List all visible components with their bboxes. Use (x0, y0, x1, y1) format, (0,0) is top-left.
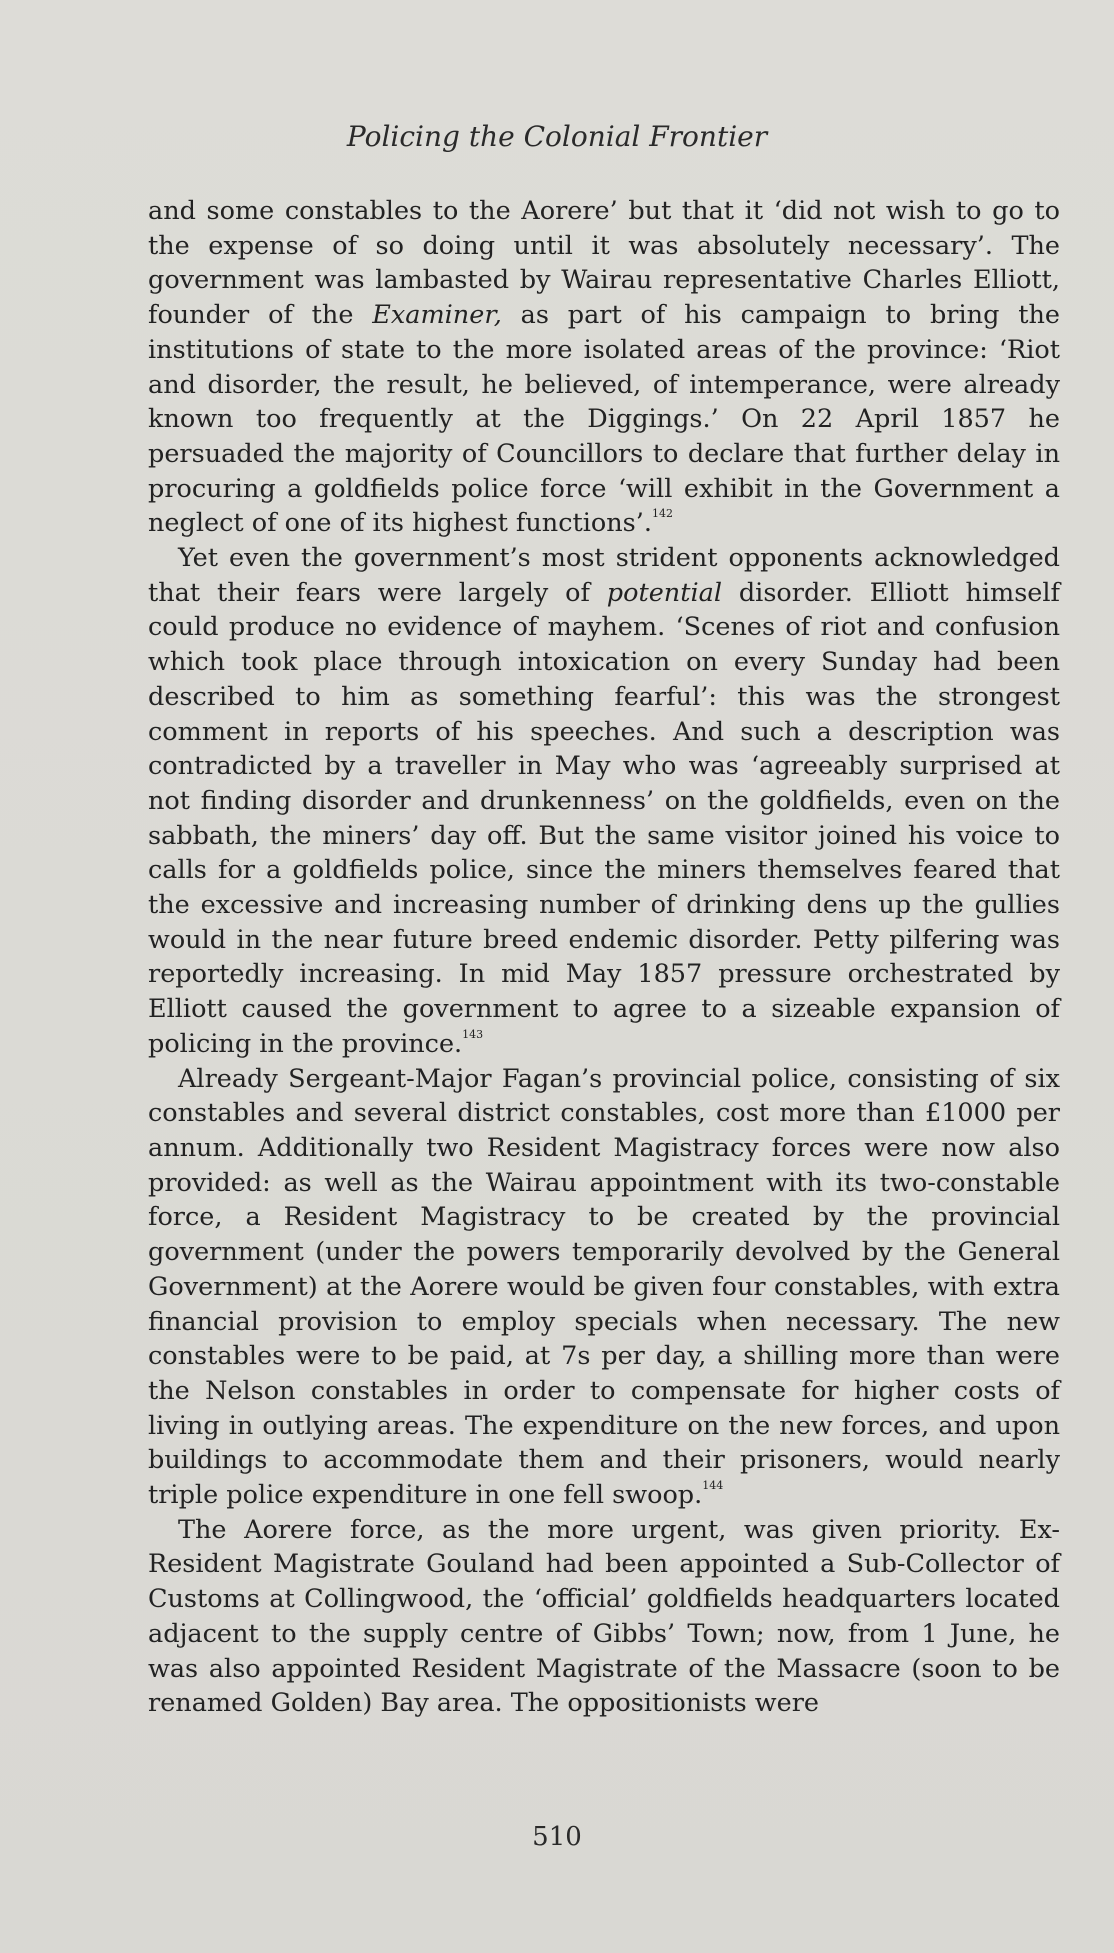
paragraph-3 (148, 1062, 1060, 1513)
text-run: and some constables to the Aorere’ but that it ‘did not wish to go to the expense of so doing until it was absolutely necessary’. The government was lambasted by Wairau representative Charles Elliott, founder of the (148, 196, 1060, 331)
running-head: Policing the Colonial Frontier (346, 120, 768, 153)
text-run: Already Sergeant-Major Fagan’s provincial police, consisting of six constables and several district constables, cost more than £1000 per annum. Additionally two Resident Magistracy forces were now also provided: as well as the Wairau appointment with its two-constable force, a Resident Magistracy to be created by the provincial government (under the powers temporarily devolved by the General Government) at the Aorere would be given four constables, with extra financial provision to employ specials when necessary. The new constables were to be paid, at 7s per day, a shilling more than were the Nelson constables in order to compensate for higher costs of living in outlying areas. The expenditure on the new forces, and upon buildings to accommodate them and their prisoners, would nearly triple police expenditure in one fell swoop. (148, 1063, 1060, 1511)
text-run: The Aorere force, as the more urgent, was given priority. Ex-Resident Magistrate Gouland had been appointed a Sub-Collector of Customs at Collingwood, the ‘official’ goldfields headquarters located adjacent to the supply centre of Gibbs’ Town; now, from 1 June, he was also appointed Resident Magistrate of the Massacre (soon to be renamed Golden) Bay area. The oppositionists were (148, 1514, 1060, 1719)
footnote-ref: 142 (651, 507, 673, 521)
footnote-ref: 143 (462, 1027, 484, 1041)
paragraph-4 (148, 1513, 1060, 1721)
footnote-ref: 144 (702, 1479, 724, 1493)
page-number: 510 (532, 1822, 582, 1852)
italic-text: Examiner, (372, 300, 502, 331)
paragraph-2 (148, 541, 1060, 1062)
text-run: as part of his campaign to bring the institutions of state to the more isolated areas of the province: ‘Riot and disorder, the result, he believed, of intemperance, were already known too frequently at the Diggings.’ On 22 April 1857 he persuaded the majority of Councillors to declare that further delay in procuring a goldfields police force ‘will exhibit in the Government a neglect of one of its highest functions’. (148, 300, 1060, 539)
italic-text: potential (606, 577, 722, 608)
text-run: Yet even the government’s most strident opponents acknowledged that their fears were largely of (148, 543, 1060, 608)
paragraph-1 (148, 194, 1060, 541)
text-run: disorder. Elliott himself could produce no evidence of mayhem. ‘Scenes of riot and confusion which took place through intoxication on every Sunday had been described to him as something fearful’: this was the strongest comment in reports of his speeches. And such a description was contradicted by a traveller in May who was ‘agreeably surprised at not finding disorder and drunkenness’ on the goldfields, even on the sabbath, the miners’ day off. But the same visitor joined his voice to calls for a goldfields police, since the miners themselves feared that the excessive and increasing number of drinking dens up the gullies would in the near future breed endemic disorder. Petty pilfering was reportedly increasing. In mid May 1857 pressure orchestrated by Elliott caused the government to agree to a sizeable expansion of policing in the province. (148, 577, 1060, 1059)
body-text (148, 194, 1060, 1721)
